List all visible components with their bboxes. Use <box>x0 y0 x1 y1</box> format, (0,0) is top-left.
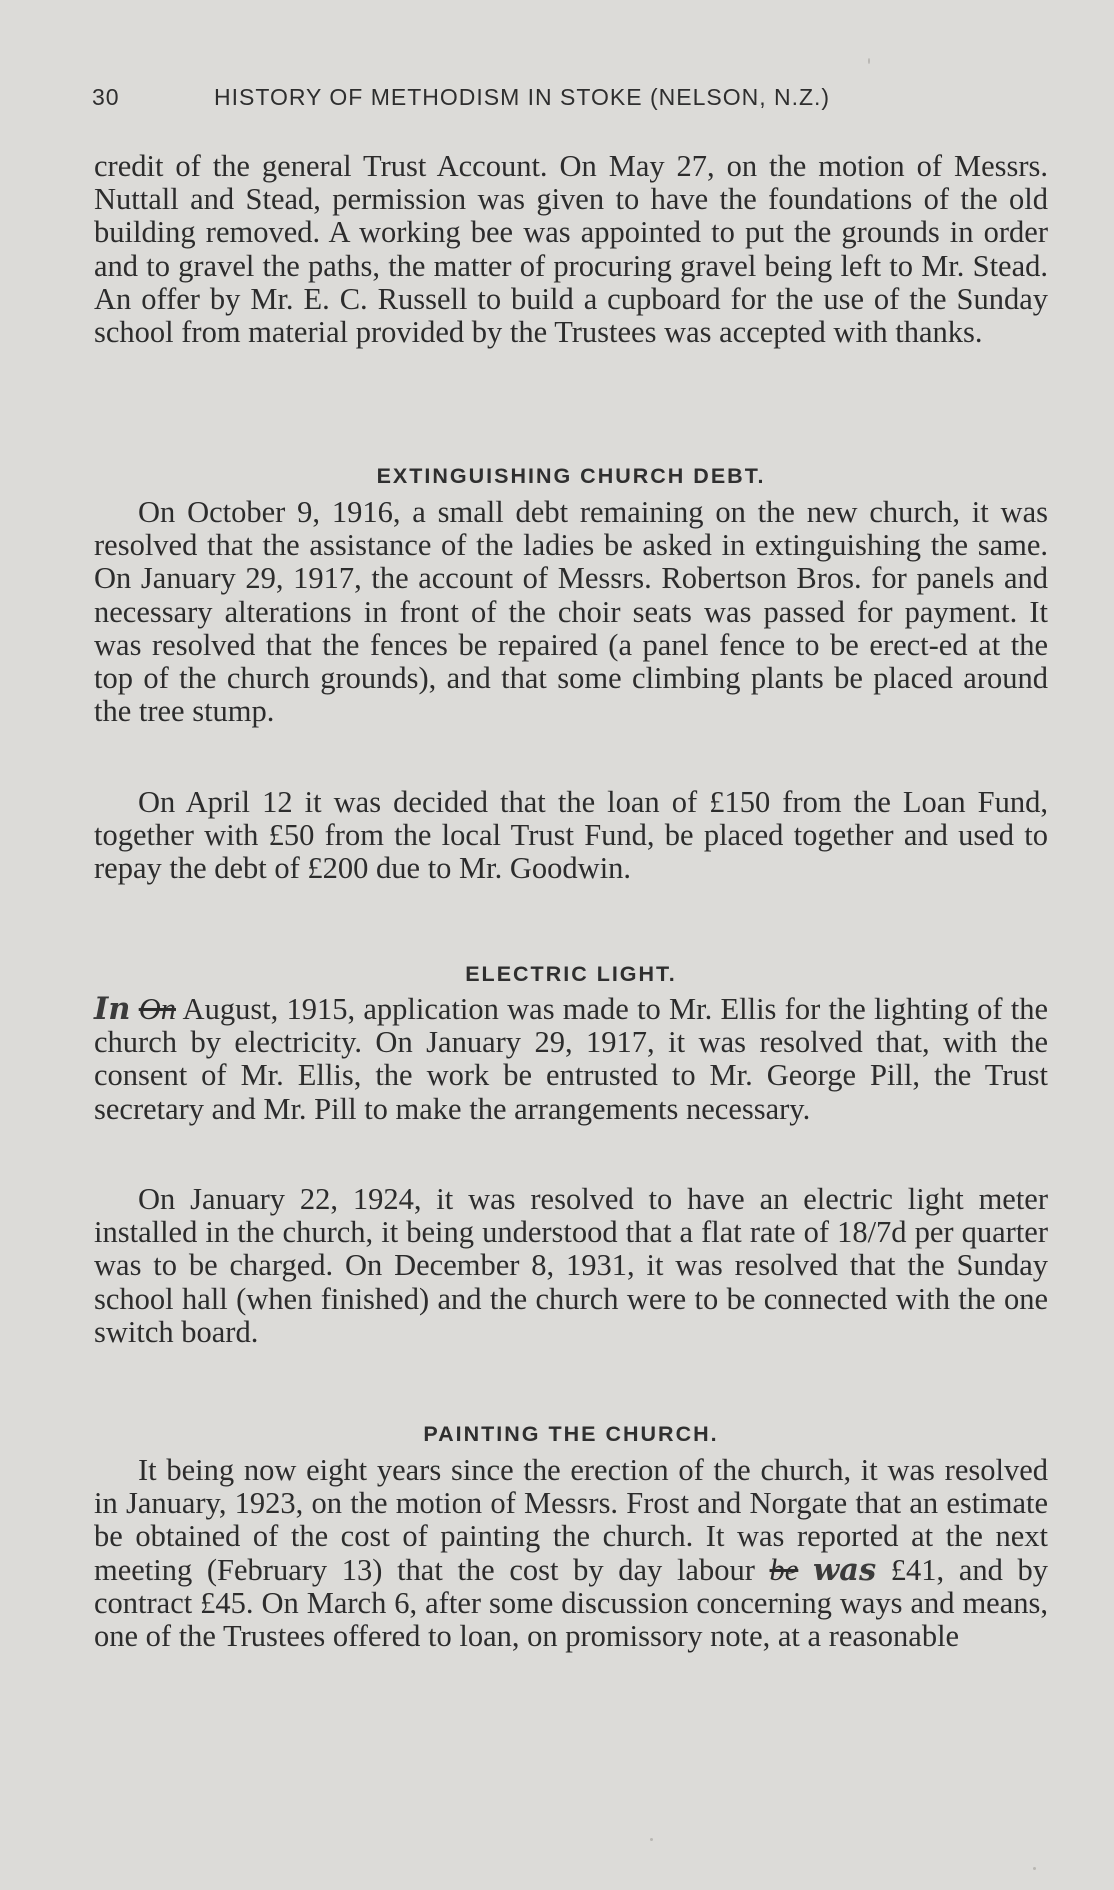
paragraph-body-continued: £41, and by contract £45. On March 6, after some discussion concerning ways and means, one of the Trustees offered to loan, on promissory note, at a reasonable <box>94 1552 1048 1654</box>
paragraph-loan <box>94 786 1048 886</box>
heading-extinguishing-church-debt: EXTINGUISHING CHURCH DEBT. <box>376 464 766 488</box>
paragraph-trust-account <box>94 150 1048 349</box>
paper-speck <box>1033 1867 1036 1870</box>
paragraph-text <box>94 1454 1048 1653</box>
running-title: HISTORY OF METHODISM IN STOKE (NELSON, N.Z.) <box>214 84 831 110</box>
section-electric-light <box>94 962 1048 987</box>
handwritten-correction: In <box>94 991 131 1027</box>
heading-electric-light: ELECTRIC LIGHT. <box>465 962 677 986</box>
section-extinguishing-debt <box>94 464 1048 489</box>
paragraph-text: On January 22, 1924, it was resolved to have an electric light meter installed in the church, it being understood that a flat rate of 18/7d per quarter was to be charged. On December 8, 1931, it was resolved that the Sunday school hall (when finished) and the church were to be connected with the one switch board. <box>94 1182 1048 1349</box>
paragraph-text: On April 12 it was decided that the loan of £150 from the Loan Fund, together with £50 from the local Trust Fund, be placed together and used to repay the debt of £200 due to Mr. Goodwin. <box>94 785 1048 886</box>
paragraph-meter <box>94 1183 1048 1349</box>
handwritten-correction: was <box>812 1551 877 1588</box>
struck-word: On <box>138 992 176 1026</box>
paper-speck <box>868 58 870 64</box>
paper-speck <box>650 1838 653 1841</box>
paragraph-text: On October 9, 1916, a small debt remaining on the new church, it was resolved that the assistance of the ladies be asked in extinguishing the same. On January 29, 1917, the account of Messrs. Robertson Bros. for panels and necessary alterations in front of the choir seats was passed for payment. It was resolved that the fences be repaired (a panel fence to be erect-ed at the top of the church grounds), and that some climbing plants be placed around the tree stump. <box>94 495 1048 729</box>
paragraph-text: credit of the general Trust Account. On May 27, on the motion of Messrs. Nuttall and Stead, permission was given to have the foundations of the old building removed. A working bee was appointed to put the grounds in order and to gravel the paths, the matter of procuring gravel being left to Mr. Stead. An offer by Mr. E. C. Russell to build a cupboard for the use of the Sunday school from material provided by the Trustees was accepted with thanks. <box>94 149 1048 350</box>
paragraph-electricity <box>94 993 1048 1126</box>
heading-painting-the-church: PAINTING THE CHURCH. <box>423 1422 719 1446</box>
struck-word: be <box>769 1552 799 1587</box>
paragraph-debt <box>94 496 1048 728</box>
section-painting <box>94 1422 1048 1447</box>
paragraph-body: It being now eight years since the erection of the church, it was resolved in January, 1923, on the motion of Messrs. Frost and Norgate that an estimate be obtained of the cost of painting the church. It was reported at the next meeting (February 13) that the cost by day labour <box>94 1453 1048 1587</box>
paragraph-painting <box>94 1454 1048 1653</box>
running-header <box>92 84 1052 111</box>
paragraph-text <box>94 993 1048 1126</box>
page-number: 30 <box>92 84 120 110</box>
paragraph-body: August, 1915, application was made to Mr. Ellis for the lighting of the church by electricity. On January 29, 1917, it was resolved that, with the consent of Mr. Ellis, the work be entrusted to Mr. George Pill, the Trust secretary and Mr. Pill to make the arrangements necessary. <box>94 992 1049 1126</box>
